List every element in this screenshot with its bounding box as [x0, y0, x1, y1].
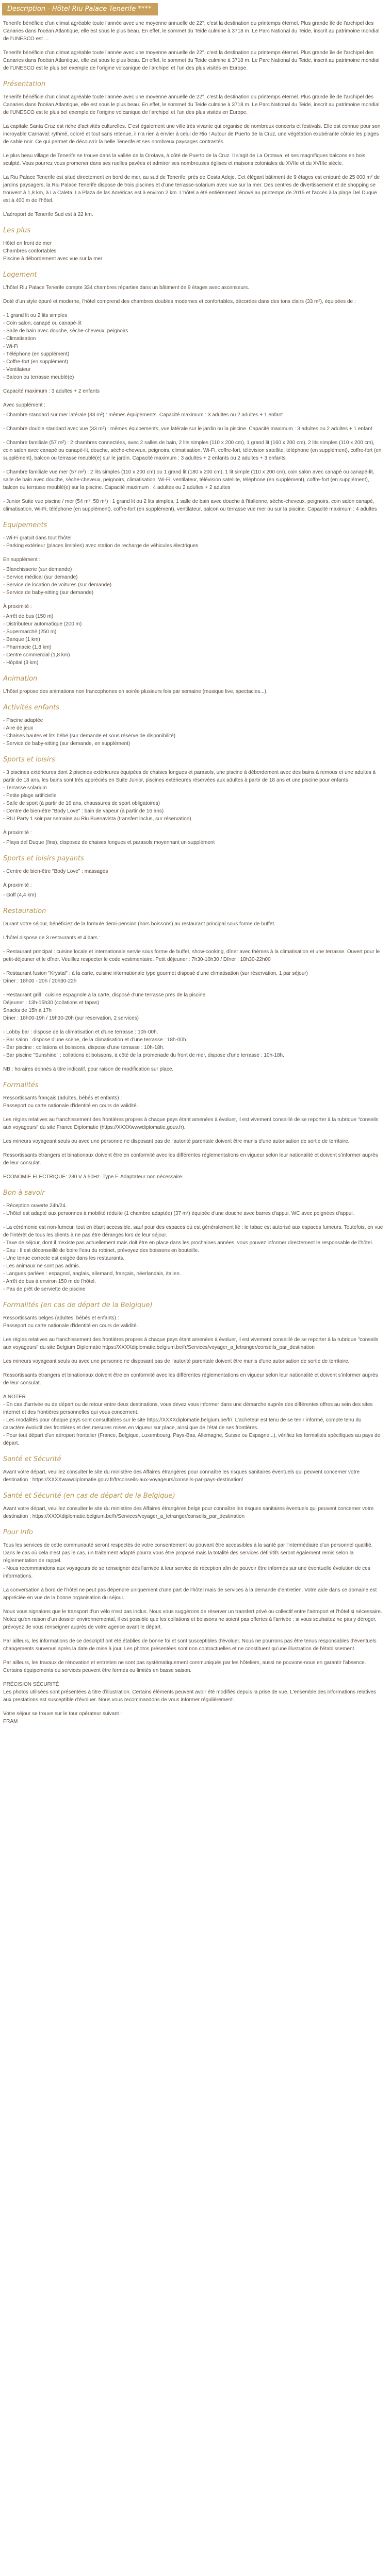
sports-paying-proximity-list: [3, 891, 384, 899]
formalites-paragraph: Les règles relatives au franchissement des frontières propres à chaque pays étant amenées à évoluer, il est vivement conseillé de se reporter à la rubrique "conseils aux voyageurs" du site France Diplomatie (https://XXXXwwwdiplomatie.gouv.fr).: [3, 1117, 379, 1130]
list-item: - Centre de bien-être "Body Love" : massages: [3, 869, 108, 874]
presentation-paragraph: L'aéroport de Tenerife Sud est à 22 km.: [3, 212, 93, 217]
description-body: [0, 20, 391, 1725]
bienavoir-heading: Bon à savoir: [3, 1189, 45, 1197]
list-item: - Aire de jeux: [3, 725, 34, 731]
restauration-paragraph: - Restaurant grill : cuisine espagnole à la carte, disposé d'une terrasse près de la piscine. Déjeuner : 13h-15h30 (collations et tapas) Snacks de 15h à 17h Dîner : 18h00-19h / 19h30-20h (sur réservation, 2 services): [3, 992, 207, 1021]
list-item: - Wi-Fi: [3, 344, 19, 349]
pourinfo-paragraph: PRÉCISION SÉCURITÉ Les photos utilisées sont présentées à titre d'illustration. Certains éléments peuvent avoir été modifiés depuis la prise de vue. L'ensemble des informations relatives aux prestations est susceptible d'évoluer. Nous vous recommandons de vous informer régulièrement.: [3, 1682, 377, 1703]
activites-heading: Activités enfants: [3, 704, 59, 711]
bienavoir-paragraph: - Taxe de séjour, dont il n'existe pas actuellement mais doit être en place dans les prochaines années, vous pouvez informer directement le responsable de l'hôtel.: [3, 1240, 373, 1246]
formalites-be-paragraph: Les règles relatives au franchissement des frontières propres à chaque pays étant amenées à évoluer, il est vivement conseillé de se reporter à la rubrique "conseils aux voyageurs" du site Belgium Diplomatie https://XXXXdiplomatie.belgium.be/fr/Services/voyager_a_letranger/conseils_par_destination: [3, 1337, 379, 1350]
room-category: - Chambre familiale (57 m²) : 2 chambres connectées, avec 2 salles de bain, 2 lits simples (110 x 200 cm), 1 grand lit (160 x 200 cm), 2 lits simples (110 x 200 cm), coin salon avec canapé ou canapé-lit, douche, sèche-cheveux, peignoirs, climatisation, Wi-Fi, coffre-fort, télévision satellite, téléphone (en supplément), coffre-fort (en supplément), balcon ou terrasse meublé(e) sur le jardin. Capacité maximum : 3 adultes + 2 enfants ou 2 adultes + 3 enfants: [3, 440, 382, 461]
pourinfo-paragraph: Par ailleurs, les informations de ce descriptif ont été établies de bonne foi et sont susceptibles d'évoluer. Nous ne pourrons pas être tenus responsables d'éventuels changements survenus après la date de mise à jour. Les photos présentées sont non contractuelles et ne constituent qu'une illustration de l'établissement.: [3, 1638, 377, 1652]
lesplus-heading: Les plus: [3, 227, 31, 234]
sports-proximity-heading: À proximité :: [3, 830, 32, 836]
list-item: Hôtel en front de mer: [3, 241, 52, 246]
sante-be-text: Avant votre départ, veuillez consulter le site du ministère des Affaires étrangères belge pour connaître les risques sanitaires éventuels qui peuvent concerner votre destination : https://XXXXdiplomatie.belgium.be/fr/Services/voyager_a_letranger/conseils_par_destination: [3, 1506, 374, 1519]
list-item: - Blanchisserie (sur demande): [3, 567, 72, 572]
formalites-be-paragraph: Les mineurs voyageant seuls ou avec une personne ne disposant pas de l'autorité parentale doivent être munis d'une autorisation de sortie de territoire.: [3, 1359, 350, 1364]
logement-paragraph: L'hôtel Riu Palace Tenerife compte 334 chambres réparties dans un bâtiment de 9 étages avec ascenseurs.: [3, 285, 250, 291]
bienavoir-paragraph: - Langues parlées : espagnol, anglais, allemand, français, néerlandais, italien.: [3, 1271, 181, 1277]
list-item: - 1 grand lit ou 2 lits simples: [3, 313, 67, 318]
equipements-heading: Equipements: [3, 521, 47, 529]
formalites-be-heading: Formalités (en cas de départ de la Belgique): [3, 1301, 153, 1309]
bienavoir-paragraph: - Les animaux ne sont pas admis.: [3, 1263, 80, 1269]
animation-heading: Animation: [3, 675, 38, 683]
sante-heading: Santé et Sécurité: [3, 1455, 61, 1463]
kids-activities-list: [3, 717, 384, 748]
list-item: - Playa del Duque (fins), disposez de chaises longues et parasols moyennant un supplément: [3, 840, 215, 845]
list-item: - Supermarché (250 m): [3, 629, 57, 635]
sports-paying-heading: Sports et loisirs payants: [3, 855, 84, 862]
room-equipment-list: [3, 312, 384, 381]
list-item: - Piscine adaptée: [3, 718, 43, 723]
bienavoir-paragraph: - Une tenue correcte est exigée dans les restaurants.: [3, 1256, 125, 1261]
list-item: - Distributeur automatique (200 m): [3, 621, 82, 627]
list-item: - Wi-Fi gratuit dans tout l'hôtel: [3, 535, 72, 541]
hotel-title-banner: Description - Hôtel Riu Palace Tenerife ****: [2, 3, 158, 15]
supplement-heading: En supplément :: [3, 557, 41, 563]
restauration-paragraph: - Restaurant principal : cuisine locale et internationale servie sous forme de buffet, show-cooking, dîner avec thèmes à la climatisation et une terrasse. Ouvert pour le petit-déjeuner et le dîner. Veuillez respecter le code vestimentaire. Petit déjeuner : 7h30-10h30 / Dîner : 18h30-22h00: [3, 949, 380, 962]
supplement-list: [3, 566, 384, 597]
intro-paragraph-2: Tenerife bénéficie d'un climat agréable toute l'année avec une moyenne annuelle de 22°, c'est la destination du printemps éternel. Plus grande île de l'archipel des Canaries dans l'océan Atlantique, elle est sous le plus beau. En effet, le sommet du Teide culmine à 3718 m. Le Parc National du Teide, inscrit au patrimoine mondial de l'UNESCO est le plus bel exemple de l'origine volcanique de l'archipel et l'un des plus visités en Europe.: [3, 50, 380, 71]
formalites-be-paragraph: A NOTER - En cas d'arrivée ou de départ ou de retour entre deux destinations, vous devez vous informer dans une démarche auprès des différentes offres au sein des sites internet et des frontières personnelles qui vous concernent. - Les modalités pour chaque pays sont consultables sur le site https://XXXXdiplomatie.belgium.be/fr/. L'acheteur est tenu de se tenir informé, compte tenu du caractère évolutif des frontières et des mesures mises en vigueur sur place, ainsi que de l'état de ses frontières. - Pour tout départ d'un aéroport frontalier (France, Belgique, Luxembourg, Pays-Bas, Allemagne, Suisse ou Espagne...), vérifiez les formalités spécifiques au pays de départ.: [3, 1394, 381, 1446]
pourinfo-paragraph: Par ailleurs, les travaux de rénovation et entretien ne sont pas systématiquement communiqués par les hôteliers, aussi ne pouvons-nous en garantir l'absence. Certains équipements ou services peuvent être fermés ou limités en basse saison.: [3, 1660, 366, 1673]
list-item: - Service de location de voitures (sur demande): [3, 582, 112, 588]
bienavoir-paragraph: - Réception ouverte 24h/24. - L'hôtel est adapté aux personnes à mobilité réduite (1 chambre adaptée) (37 m²) équipée d'une douche avec barres d'appui, WC avec poignées d'appui.: [3, 1203, 354, 1216]
formalites-be-paragraph: Ressortissants belges (adultes, bébés et enfants) : Passeport ou carte nationale d'identité en cours de validité.: [3, 1315, 138, 1329]
formalites-paragraph: Ressortissants étrangers et binationaux doivent être en conformité avec les différentes réglementations en vigueur selon leur nationalité et doivent s'informer auprès de leur consulat.: [3, 1153, 378, 1166]
presentation-heading: Présentation: [3, 80, 46, 88]
bienavoir-paragraph: - Eau : Il est déconseillé de boire l'eau du robinet, prévoyez des boissons en bouteille.: [3, 1248, 199, 1253]
room-capacity: Capacité maximum : 3 adultes + 2 enfants: [3, 388, 100, 394]
list-item: - Service médical (sur demande): [3, 574, 78, 580]
sports-proximity-list: [3, 839, 384, 846]
logement-paragraph: Doté d'un style épuré et moderne, l'hôtel comprend des chambres doubles modernes et confortables, décorées dans des tons clairs (33 m²), équipées de :: [3, 299, 356, 304]
room-category: - Chambre familiale vue mer (57 m²) : 2 lits simples (110 x 200 cm) ou 1 grand lit (180 x 200 cm), 1 lit simple (110 x 200 cm), coin salon avec canapé ou canapé-lit, salle de bain avec douche, sèche-cheveux, peignoirs, climatisation, Wi-Fi, ventilateur, télévision satellite, téléphone (en supplément), coffre-fort (en supplément), balcon ou terrasse meublé(e) sur la piscine. Capacité maximum : 4 adultes ou 2 adultes + 2 adultes: [3, 469, 374, 490]
pourinfo-paragraph: Votre séjour se trouve sur le tour opérateur suivant : FRAM: [3, 1711, 122, 1724]
formalites-paragraph: Ressortissants français (adultes, bébés et enfants) : Passeport ou carte nationale d'identité en cours de validité.: [3, 1095, 138, 1109]
proximity-heading: À proximité :: [3, 604, 32, 609]
restauration-heading: Restauration: [3, 907, 46, 915]
list-item: - Chaises hautes et lits bébé (sur demande et sous réserve de disponibilité).: [3, 733, 177, 739]
list-item: - Hôpital (3 km): [3, 660, 39, 666]
presentation-paragraph: Tenerife bénéficie d'un climat agréable toute l'année avec une moyenne annuelle de 22°, c'est la destination du printemps éternel. Plus grande île de l'archipel des Canaries dans l'océan Atlantique, elle est sous le plus beau. En effet, le sommet du Teide culmine à 3718 m. Le Parc National du Teide, inscrit au patrimoine mondial de l'UNESCO est le plus bel exemple de l'origine volcanique de l'archipel et l'un des plus visités en Europe.: [3, 94, 380, 115]
list-item: - Salle de bain avec douche, sèche-cheveux, peignoirs: [3, 328, 128, 334]
sante-text: Avant votre départ, veuillez consulter le site du ministère des Affaires étrangères pour connaître les risques sanitaires éventuels qui peuvent concerner votre destination : https://XXXXwwwdiplomatie.gouv.fr/fr/conseils-aux-voyageurs/conseils-par-pays-destination/: [3, 1469, 360, 1483]
room-categories-heading: Avec supplément :: [3, 402, 46, 408]
pourinfo-paragraph: Tous les services de cette communauté seront respectés de votre consentement ou pouvant être accessibles à la santé par l'intermédiaire d'un personnel qualifié. Dans le cas où cela n'est pas le cas, un traitement adapté pourra vous être proposé mais la totalité des services définitifs seront également remis selon la réglementation de rappel. - Nous recommandons aux voyageurs de se renseigner dès l'arrivée à leur service de réception afin de pouvoir être informés sur une éventuelle évolution de ces informations.: [3, 1543, 373, 1579]
equipment-general-list: [3, 534, 384, 550]
list-item: - Banque (1 km): [3, 637, 40, 642]
list-item: Piscine à débordement avec vue sur la mer: [3, 256, 103, 262]
restauration-paragraph: NB : horaires donnés à titre indicatif, pour raison de modification sur place.: [3, 1066, 174, 1072]
sports-paying-proximity-heading: À proximité :: [3, 883, 32, 888]
restauration-paragraph: - Lobby bar : dispose de la climatisation et d'une terrasse : 10h-00h. - Bar salon : dispose d'une scène, de la climatisation et d'une terrasse : 18h-00h. - Bar piscine : collations et boissons, dispose d'une terrasse : 10h-18h. - Bar piscine "Sunshine" : collations et boissons, à côté de la promenade du front de mer, dispose d'une terrasse : 10h-18h.: [3, 1029, 284, 1058]
list-item: Chambres confortables: [3, 248, 57, 254]
presentation-paragraph: Le plus beau village de Tenerife se trouve dans la vallée de la Orotava, à côté de Puerto de la Cruz. Il s'agit de La Orotava, et ses magnifiques balcons en bois sculpté. Vous pourrez vous promener dans ses ruelles pavées et admirer ses nombreuses églises et maisons coloniales du XVIIe et du XVIIIe siècle.: [3, 153, 366, 166]
sports-list: [3, 784, 384, 823]
bienavoir-paragraph: - Arrêt de bus à environ 150 m de l'hôtel.: [3, 1279, 96, 1284]
list-item: - Téléphone (en supplément): [3, 351, 70, 357]
list-item: - Pharmacie (1,8 km): [3, 645, 52, 650]
room-category: - Chambre double standard avec vue (33 m²) : mêmes équipements, vue latérale sur le jardin ou la piscine. Capacité maximum : 3 adultes ou 2 adultes + 1 enfant: [3, 426, 372, 432]
animation-text: L'hôtel propose des animations non francophones en soirée plusieurs fois par semaine (musique live, spectacles...).: [3, 689, 268, 694]
sante-be-heading: Santé et Sécurité (en cas de départ de la Belgique): [3, 1492, 175, 1500]
list-item: - Climatisation: [3, 336, 36, 342]
bienavoir-paragraph: - Pas de prêt de serviette de piscine: [3, 1286, 86, 1292]
restauration-paragraph: L'hôtel dispose de 3 restaurants et 4 bars :: [3, 935, 101, 941]
proximity-list: [3, 613, 384, 667]
presentation-paragraph: La Riu Palace Tenerife est situé directement en bord de mer, au sud de Tenerife, près de Costa Adeje. Cet élégant bâtiment de 9 étages est entouré de 25 000 m² de jardins paysagers, la Riu Palace Tenerife dispose de trois piscines et d'une terrasse-solarium avec vue sur la mer. Des centres de divertissement et de shopping se trouvent à 1,8 km, à La Caleta. La Plaza de las Américas est à environ 2 km. L'hôtel a été entièrement rénové au printemps de 2015 et l'accès à la plage Del Duque est à 400 m de l'hôtel.: [3, 175, 380, 204]
bienavoir-paragraph: - La cérémonie est non-fumeur, tout en étant accessible, sauf pour des espaces où est généralement lié : le tabac est autorisé aux espaces fumeurs. Toutefois, en vue de l'intérêt de tous les clients à ne pas être dérangés lors de leur séjour.: [3, 1225, 383, 1238]
list-item: - Coin salon, canapé ou canapé-lit: [3, 320, 82, 326]
list-item: - Balcon ou terrasse meublé(e): [3, 375, 74, 380]
lesplus-list: [3, 240, 384, 263]
list-item: - Service de baby-sitting (sur demande, en supplément): [3, 741, 131, 747]
sports-heading: Sports et loisirs: [3, 756, 55, 764]
list-item: - Petite plage artificielle: [3, 793, 57, 799]
sports-paying-list: [3, 868, 384, 875]
formalites-heading: Formalités: [3, 1081, 39, 1089]
logement-heading: Logement: [3, 271, 37, 279]
list-item: - Parking extérieur (places limitées) avec station de recharge de véhicules électriques: [3, 543, 199, 549]
list-item: - RIU Party 1 soir par semaine au Riu Buenavista (transfert inclus, sur réservation): [3, 816, 191, 822]
list-item: - Ventilateur: [3, 367, 31, 372]
list-item: - Service de baby-sitting (sur demande): [3, 590, 94, 596]
formalites-paragraph: ECONOMIE ELECTRIQUE: 230 V à 50Hz. Type F. Adaptateur non nécessaire.: [3, 1174, 184, 1180]
pourinfo-heading: Pour info: [3, 1529, 33, 1536]
room-category: - Chambre standard sur mer latérale (33 m²) : mêmes équipements. Capacité maximum : 3 adultes ou 2 adultes + 1 enfant: [3, 412, 283, 418]
list-item: - Terrasse solarium: [3, 785, 47, 791]
restauration-paragraph: Durant votre séjour, bénéficiez de la formule demi-pension (hors boissons) au restaurant principal sous forme de buffet.: [3, 921, 275, 927]
restauration-paragraph: - Restaurant fusion "Krystal" : à la carte, cuisine internationale type gourmet disposé d'une climatisation (sur réservation, 1 par séjour) Dîner : 18h00 - 20h / 20h30-22h: [3, 971, 308, 984]
list-item: - Arrêt de bus (150 m): [3, 614, 54, 619]
formalites-be-paragraph: Ressortissants étrangers et binationaux doivent être en conformité avec les différentes réglementations en vigueur selon leur nationalité et doivent s'informer auprès de leur consulat.: [3, 1372, 378, 1386]
pourinfo-paragraph: La conversation à bord de l'hôtel ne peut pas dépendre uniquement d'une part de l'hôtel mais de services à la demande d'entretien. Votre aide dans ce domaine est appréciée en vue de la bonne organisation du séjour.: [3, 1587, 377, 1601]
presentation-paragraph: La capitale Santa Cruz est riche d'activités culturelles. C'est également une ville très vivante qui organise de nombreux concerts et festivals. Elle est connue pour son incroyable Carnaval: rythmé, coloré et tout sans retenue, il n'a rien à envier à celui de Rio ! Autour de Puerto de la Cruz, une végétation exubérante côtoie les plages de sable noir. Ce qui permet de découvrir la belle Tenerife et ses nombreux paysages contrastés.: [3, 124, 381, 145]
list-item: - Golf (4,4 km): [3, 892, 36, 898]
list-item: - Centre de bien-être "Body Love" : bain de vapeur (à partir de 16 ans): [3, 808, 164, 814]
sports-intro: - 3 piscines extérieures dont 2 piscines extérieures équipées de chaises longues et parasols, une piscine à débordement avec des bains à remous et une adultes à partir de 18 ans, les bains sont très appréciés en Suite Junior, piscines extérieures réservées aux adultes à partir de 18 ans et une piscine pour enfants: [3, 770, 376, 783]
intro-paragraph-1: Tenerife bénéficie d'un climat agréable toute l'année avec une moyenne annuelle de 22°, c'est la destination du printemps éternel. Plus grande île de l'archipel des Canaries dans l'océan Atlantique, elle est sous le plus beau. En effet, le sommet du Teide culmine à 3718 m. Le Parc National du Teide, inscrit au patrimoine mondial de l'UNESCO est ...: [3, 21, 380, 42]
room-category: - Junior Suite vue piscine / mer (54 m², 58 m²) : 1 grand lit ou 2 lits simples, 1 salle de bain avec douche à l'italienne, sèche-cheveux, peignoirs, coin salon canapé, climatisation, Wi-Fi, téléphone (en supplément), coffre-fort (en supplément), ventilateur, balcon ou terrasse vue mer ou sur la piscine. Capacité maximum : 4 adultes: [3, 499, 377, 512]
list-item: - Coffre-fort (en supplément): [3, 359, 68, 365]
pourinfo-paragraph: Nous vous signalons que le transport d'un vélo n'est pas inclus. Nous vous suggérons de réserver un transfert privé ou collectif entre l'aéroport et l'hôtel si nécessaire. Notez qu'en raison d'un dossier environnemental, il est possible que les collations et boissons ne soient pas offertes à l'arrivée : si vous souhaitez ne pas y déroger, prévoyez de vous renseigner auprès de votre agence avant le départ.: [3, 1609, 382, 1630]
list-item: - Salle de sport (à partir de 16 ans, chaussures de sport obligatoires): [3, 801, 160, 806]
list-item: - Centre commercial (1,8 km): [3, 652, 70, 658]
formalites-paragraph: Les mineurs voyageant seuls ou avec une personne ne disposant pas de l'autorité parentale doivent être munis d'une autorisation de sortie de territoire.: [3, 1139, 350, 1144]
